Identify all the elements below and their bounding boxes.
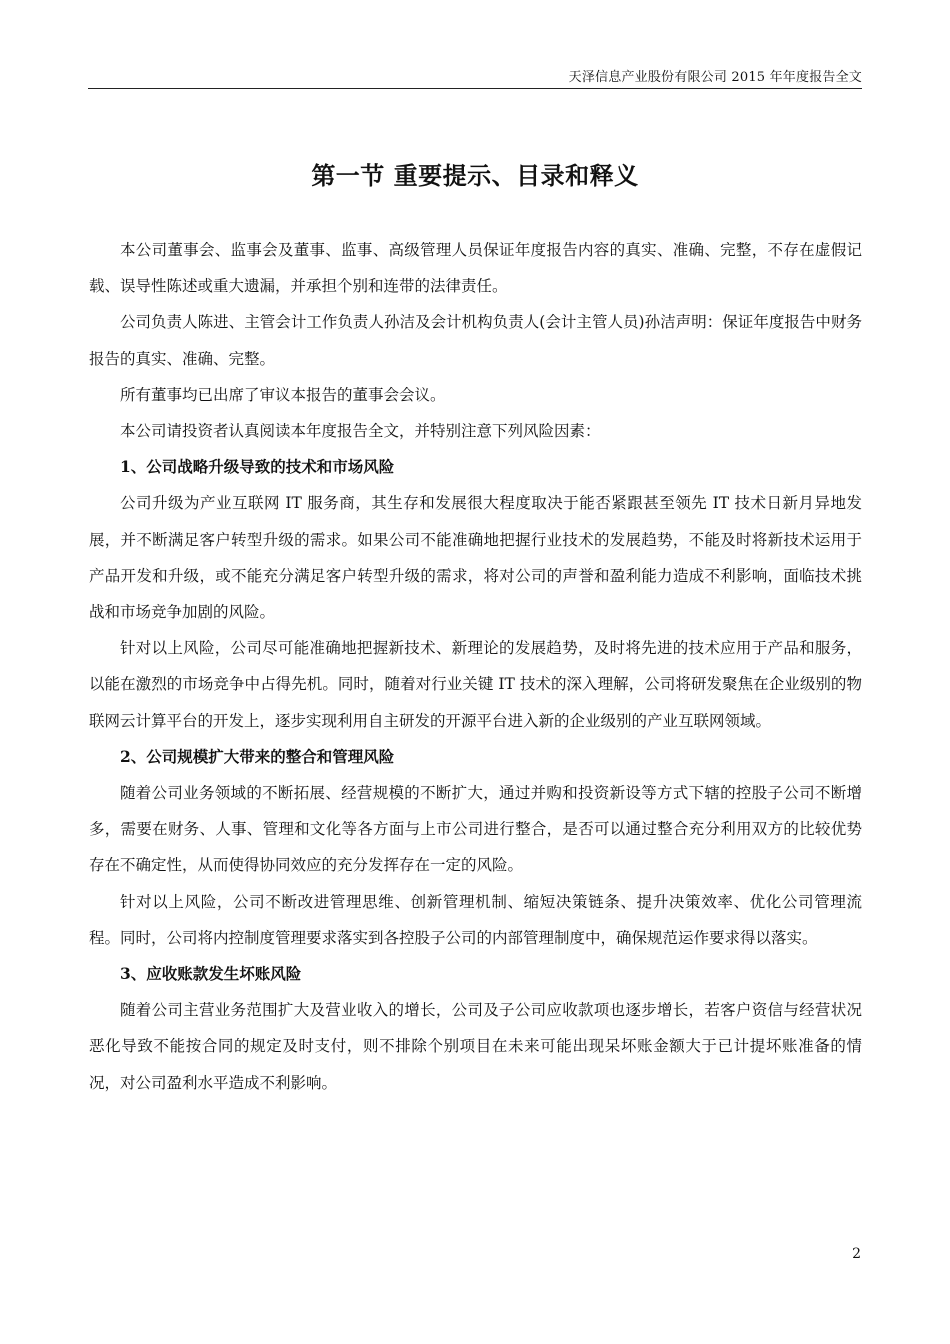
section-title: 第一节 重要提示、目录和释义: [311, 161, 639, 190]
paragraph-financial-declaration: 公司负责人陈进、主管会计工作负责人孙洁及会计机构负责人(会计主管人员)孙洁声明：保证年度报告中财务报告的真实、准确、完整。: [89, 313, 862, 368]
paragraph-risk-2-description: 随着公司业务领域的不断拓展、经营规模的不断扩大，通过并购和投资新设等方式下辖的控股子公司不断增多，需要在财务、人事、管理和文化等各方面与上市公司进行整合，是否可以通过整合充分利用双方的比较优势存在不确定性，从而使得协同效应的充分发挥存在一定的风险。: [89, 784, 862, 875]
paragraph-responsibility-statement: 本公司董事会、监事会及董事、监事、高级管理人员保证年度报告内容的真实、准确、完整，不存在虚假记载、误导性陈述或重大遗漏，并承担个别和连带的法律责任。: [89, 241, 862, 296]
paragraph-risk-3-description: 随着公司主营业务范围扩大及营业收入的增长，公司及子公司应收款项也逐步增长，若客户资信与经营状况恶化导致不能按合同的规定及时支付，则不排除个别项目在未来可能出现呆坏账金额大于已计提坏账准备的情况，对公司盈利水平造成不利影响。: [89, 1001, 862, 1092]
paragraph-board-attendance: 所有董事均已出席了审议本报告的董事会会议。: [120, 385, 446, 404]
paragraph-risk-1-response: 针对以上风险，公司尽可能准确地把握新技术、新理论的发展趋势，及时将先进的技术应用于产品和服务，以能在激烈的市场竞争中占得先机。同时，随着对行业关键 IT 技术的深入理解，公司将研发聚焦在企业级别的物联网云计算平台的开发上，逐步实现利用自主研发的开源平台进入新的企业级别的产业互联网领域。: [89, 639, 862, 730]
risk-heading-1: 1、公司战略升级导致的技术和市场风险: [120, 457, 395, 477]
risk-heading-3: 3、应收账款发生坏账风险: [120, 964, 302, 984]
page-number: 2: [852, 1246, 861, 1262]
page-header: [88, 62, 862, 89]
document-body: [89, 232, 862, 1101]
paragraph-risk-notice: 本公司请投资者认真阅读本年度报告全文，并特别注意下列风险因素：: [120, 422, 601, 441]
header-title: 天泽信息产业股份有限公司 2015 年年度报告全文: [568, 70, 862, 85]
paragraph-risk-1-description: 公司升级为产业互联网 IT 服务商，其生存和发展很大程度取决于能否紧跟甚至领先 IT 技术日新月异地发展，并不断满足客户转型升级的需求。如果公司不能准确地把握行业技术的发展趋势，不能及时将新技术运用于产品开发和升级，或不能充分满足客户转型升级的需求，将对公司的声誉和盈利能力造成不利影响，面临技术挑战和市场竞争加剧的风险。: [89, 494, 862, 622]
paragraph-risk-2-response: 针对以上风险，公司不断改进管理思维、创新管理机制、缩短决策链条、提升决策效率、优化公司管理流程。同时，公司将内控制度管理要求落实到各控股子公司的内部管理制度中，确保规范运作要求得以落实。: [89, 892, 862, 947]
risk-heading-2: 2、公司规模扩大带来的整合和管理风险: [120, 746, 395, 766]
